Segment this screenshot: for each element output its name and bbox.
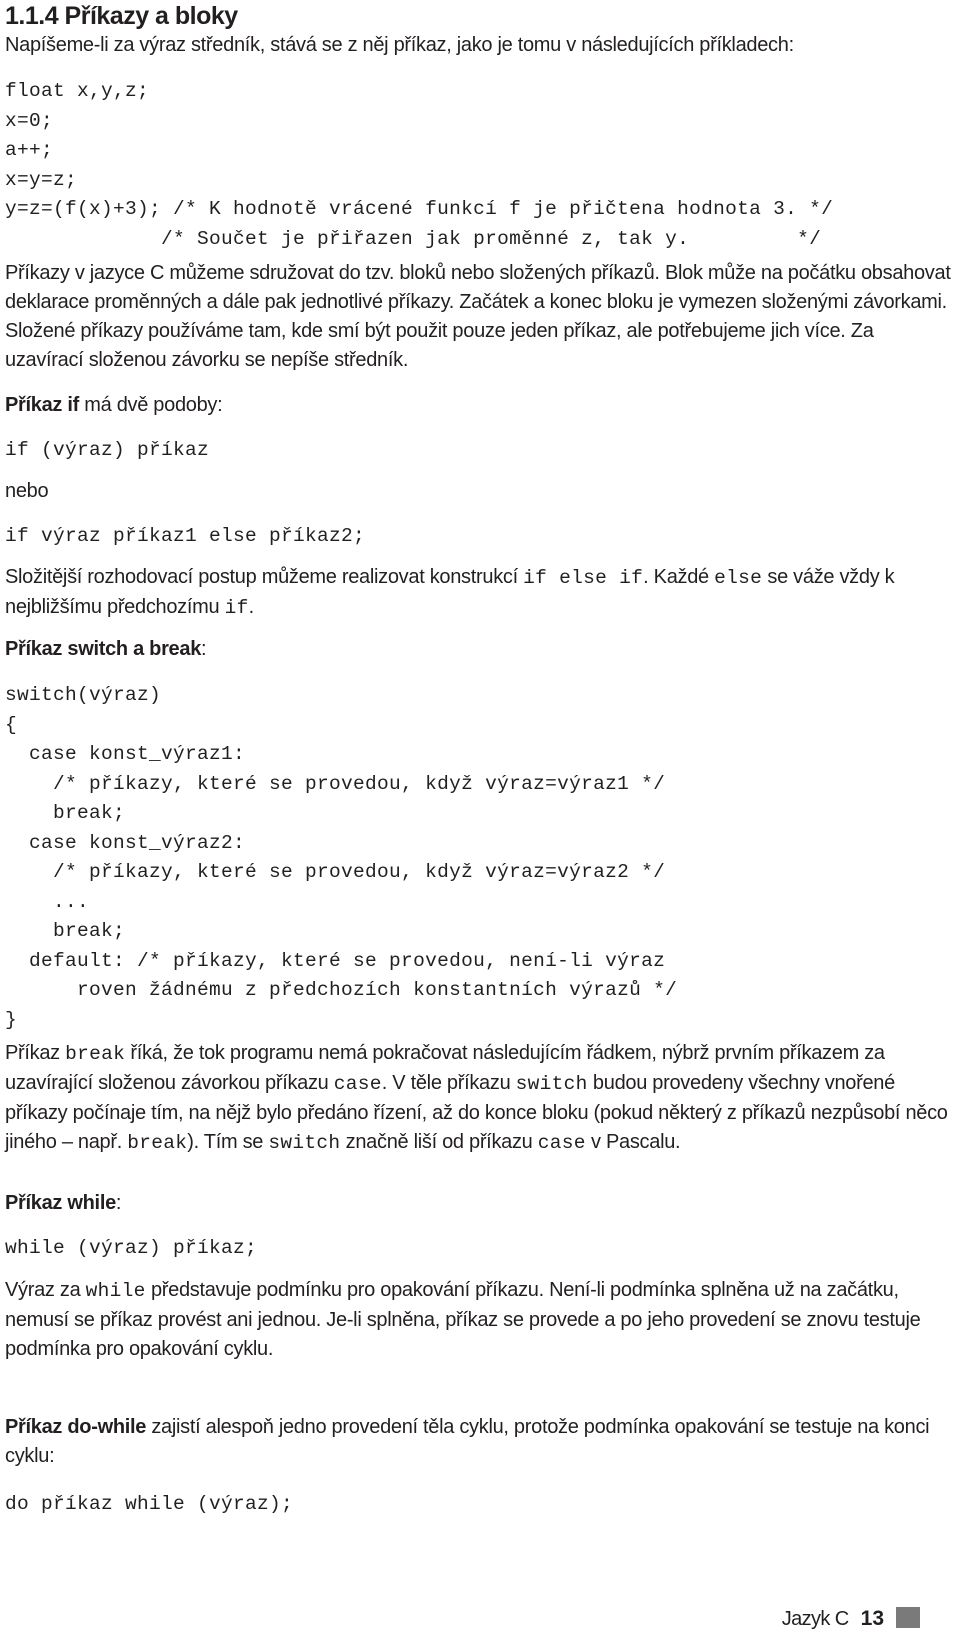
if-heading-bold: Příkaz if	[5, 394, 79, 416]
text-run: Příkaz	[5, 1042, 66, 1064]
dowhile-heading-rest: zajistí alespoň jedno provedení těla cyklu, protože podmínka opakování se testuje na konci cyklu:	[5, 1416, 930, 1467]
inline-code: if else if	[523, 567, 644, 589]
switch-heading-bold: Příkaz switch a break	[5, 638, 202, 660]
code-if-else: if výraz příkaz1 else příkaz2;	[5, 525, 366, 547]
intro-paragraph: Napíšeme-li za výraz středník, stává se z něj příkaz, jako je tomu v následujících příkladech:	[5, 34, 794, 56]
footer-label: Jazyk C	[781, 1608, 849, 1630]
if-heading	[5, 391, 957, 420]
text-run: v Pascalu.	[585, 1131, 681, 1153]
dowhile-paragraph	[5, 1413, 957, 1471]
text-run: představuje podmínku pro opakování příkazu. Není-li podmínka splněna už na začátku, nemusí se příkaz provést ani jednou. Je-li splněna, příkaz se provede a po jeho provedení se znovu testuje podmínka pro opakování cyklu.	[5, 1279, 921, 1360]
section-title: 1.1.4 Příkazy a bloky	[5, 2, 238, 30]
text-run: . V těle příkazu	[381, 1072, 516, 1094]
inline-code: else	[714, 567, 763, 589]
if-else-paragraph	[5, 563, 957, 623]
footer-square-icon	[896, 1607, 920, 1628]
if-heading-rest: má dvě podoby:	[79, 394, 223, 416]
text-run: ). Tím se	[187, 1131, 269, 1153]
switch-heading	[5, 635, 957, 664]
while-heading-bold: Příkaz while	[5, 1192, 116, 1214]
code-while: while (výraz) příkaz;	[5, 1237, 258, 1259]
blocks-paragraph: Příkazy v jazyce C můžeme sdružovat do tzv. bloků nebo složených příkazů. Blok může na počátku obsahovat deklarace proměnných a dále pak jednotlivé příkazy. Začátek a konec bloku je vymezen složenými závorkami. Složené příkazy používáme tam, kde smí být použit pouze jeden příkaz, ale potřebujeme jich více. Za uzavírací složenou závorku se nepíše středník.	[5, 262, 951, 371]
inline-code: break	[127, 1132, 188, 1154]
text-run: .	[248, 596, 254, 618]
code-if-simple: if (výraz) příkaz	[5, 439, 210, 461]
text-run: značně liší od příkazu	[340, 1131, 538, 1153]
switch-heading-rest: :	[201, 638, 207, 660]
inline-code: switch	[268, 1132, 341, 1154]
code-do-while: do příkaz while (výraz);	[5, 1493, 294, 1515]
inline-code: while	[85, 1280, 146, 1302]
page-number: 13	[860, 1607, 884, 1630]
while-heading	[5, 1189, 957, 1218]
text-run: Složitější rozhodovací postup můžeme realizovat konstrukcí	[5, 566, 524, 588]
switch-paragraph	[5, 1039, 957, 1158]
page-footer	[782, 1606, 920, 1632]
inline-code: break	[65, 1043, 126, 1065]
dowhile-heading-bold: Příkaz do-while	[5, 1416, 147, 1438]
text-run: . Každé	[643, 566, 715, 588]
inline-code: if	[224, 597, 249, 619]
text-run: říká, že tok programu nemá pokračovat následujícím řádkem, nýbrž prvním příkazem za uzavírající složenou závorkou příkazu	[5, 1042, 885, 1094]
while-heading-rest: :	[115, 1192, 122, 1214]
text-run: se váže vždy k nejbližšímu předchozímu	[5, 566, 895, 618]
inline-code: case	[537, 1132, 586, 1154]
inline-code: switch	[515, 1073, 588, 1095]
nebo-text: nebo	[5, 480, 49, 502]
text-run: Výraz za	[5, 1279, 86, 1301]
inline-code: case	[333, 1073, 382, 1095]
code-switch: switch(výraz) { case konst_výraz1: /* příkazy, které se provedou, když výraz=výraz1 */ break; case konst_výraz2: /* příkazy, které se provedou, když výraz=výraz2 */ ... break; default: /* příkazy, které se provedou, není-li výraz roven žádnému z předchozích konstantních výrazů */ }	[5, 684, 678, 1031]
code-example-declarations: float x,y,z; x=0; a++; x=y=z; y=z=(f(x)+3); /* K hodnotě vrácené funkcí f je přičtena hodnota 3. */ /* Součet je přiřazen jak proměnné z, tak y. */	[5, 80, 834, 250]
text-run: budou provedeny všechny vnořené příkazy počínaje tím, na nějž bylo předáno řízení, až do konce bloku (pokud některý z příkazů nezpůsobí něco jiného – např.	[5, 1072, 948, 1153]
while-paragraph	[5, 1276, 957, 1364]
